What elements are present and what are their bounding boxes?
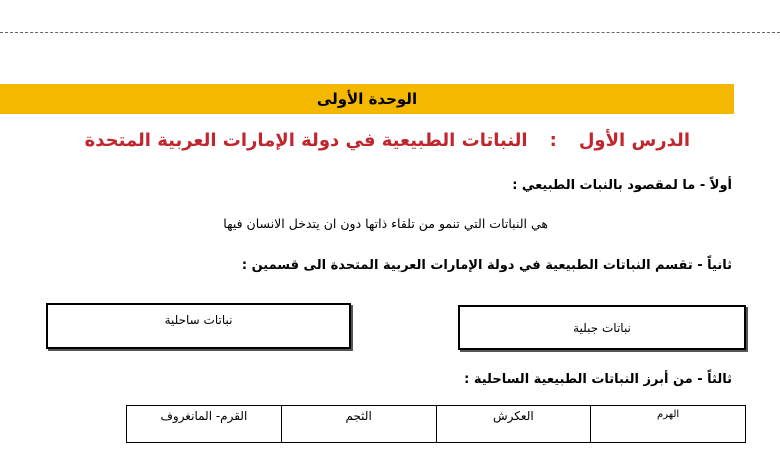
lesson-topic: النباتات الطبيعية في دولة الإمارات العربية المتحدة [84, 130, 528, 151]
table-cell-plant: العكرش [436, 406, 591, 443]
table-cell-plant: الثجم [281, 406, 436, 443]
table-cell-plant: الهرم [591, 406, 746, 443]
unit-header-bar [0, 84, 734, 114]
category-box-coastal [46, 303, 351, 349]
category-box-mountain [458, 305, 746, 350]
table-row [127, 406, 746, 443]
category-coastal-label: نباتات ساحلية [164, 313, 233, 327]
question-1: أولاً - ما لمقصود بالنبات الطبيعي : [512, 178, 732, 193]
answer-1: هي النباتات التي تنمو من تلقاء ذاتها دون ان يتدخل الانسان فيها [223, 216, 548, 231]
lesson-label: الدرس الأول [578, 130, 690, 151]
table-cell-plant: القرم- المانغروف [127, 406, 282, 443]
question-2: ثانياً - تقسم النباتات الطبيعية في دولة الإمارات العربية المتحدة الى قسمين : [241, 258, 732, 273]
top-dotted-rule [0, 32, 780, 33]
question-3: ثالثاً - من أبرز النباتات الطبيعية الساحلية : [464, 372, 732, 387]
lesson-separator: : [549, 130, 557, 151]
unit-title: الوحدة الأولى [316, 90, 418, 108]
coastal-plants-table [126, 405, 746, 443]
lesson-title [60, 130, 690, 151]
category-mountain-label: نباتات جبلية [573, 320, 631, 335]
